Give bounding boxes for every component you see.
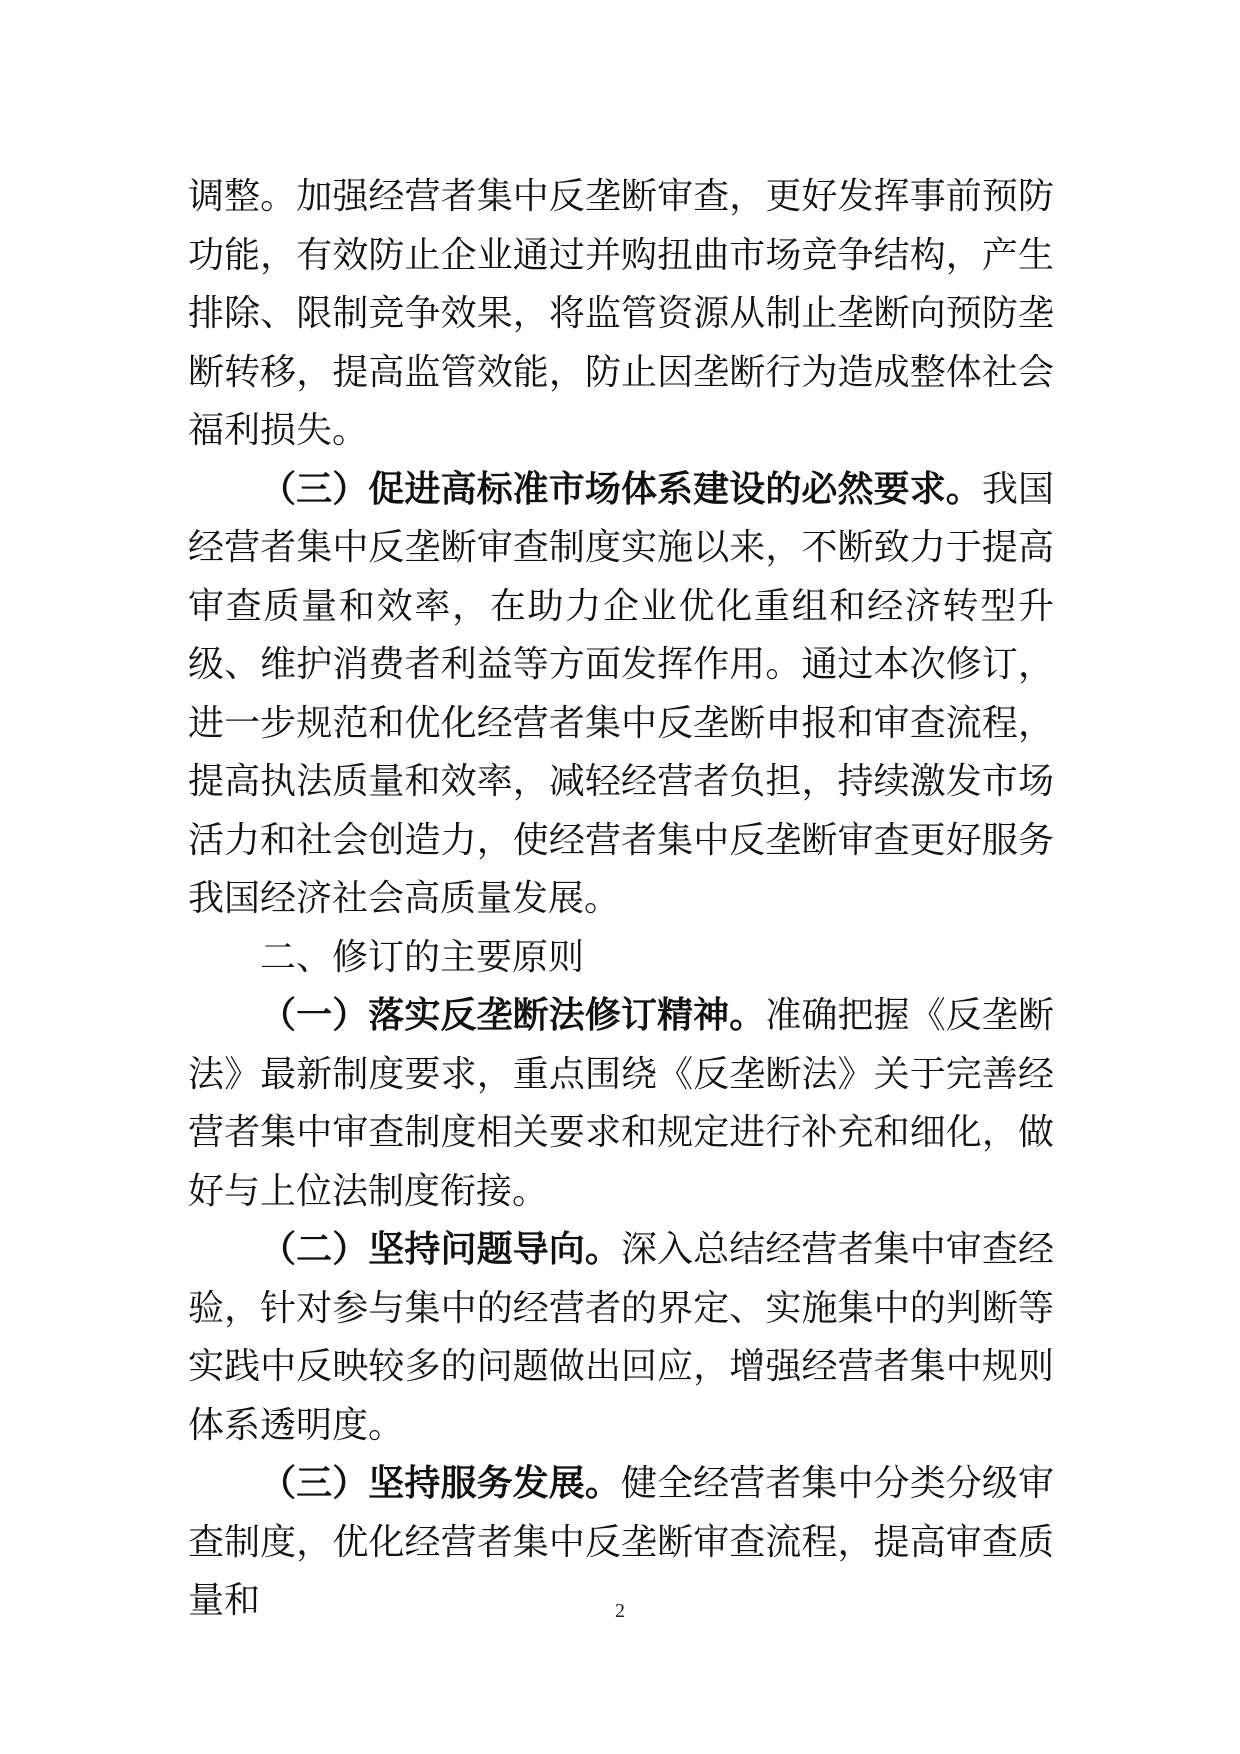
- page-number: 2: [615, 1600, 625, 1622]
- paragraph-text: 我国经营者集中反垄断审查制度实施以来，不断致力于提高审查质量和效率，在助力企业优化重组和经济转型升级、维护消费者利益等方面发挥作用。通过本次修订，进一步规范和优化经营者集中反垄断申报和审查流程，提高执法质量和效率，减轻经营者负担，持续激发市场活力和社会创造力，使经营者集中反垄断审查更好服务我国经济社会高质量发展。: [188, 468, 1054, 919]
- paragraph-text: 健全经营者集中分类分级审查制度，优化经营者集中反垄断审查流程，提高审查质量和: [188, 1463, 1054, 1621]
- document-body: [188, 168, 1054, 1631]
- paragraph-heading: （三）坚持服务发展。: [260, 1463, 621, 1504]
- section-heading: [188, 929, 1054, 988]
- paragraph-text: 深入总结经营者集中审查经验，针对参与集中的经营者的界定、实施集中的判断等实践中反映较多的问题做出回应，增强经营者集中规则体系透明度。: [188, 1229, 1054, 1446]
- paragraph-text: 调整。加强经营者集中反垄断审查，更好发挥事前预防功能，有效防止企业通过并购扭曲市场竞争结构，产生排除、限制竞争效果，将监管资源从制止垄断向预防垄断转移，提高监管效能，防止因垄断行为造成整体社会福利损失。: [188, 176, 1054, 451]
- paragraph-text: 二、修订的主要原则: [260, 936, 585, 978]
- paragraph-4: [188, 1221, 1054, 1455]
- paragraph-2: [188, 461, 1054, 929]
- paragraph-heading: （一）落实反垄断法修订精神。: [260, 995, 766, 1036]
- paragraph-1: [188, 168, 1054, 461]
- paragraph-3: [188, 987, 1054, 1221]
- paragraph-text: 准确把握《反垄断法》最新制度要求，重点围绕《反垄断法》关于完善经营者集中审查制度相关要求和规定进行补充和细化，做好与上位法制度衔接。: [188, 995, 1054, 1212]
- paragraph-heading: （三）促进高标准市场体系建设的必然要求。: [260, 468, 982, 510]
- paragraph-heading: （二）坚持问题导向。: [260, 1229, 621, 1270]
